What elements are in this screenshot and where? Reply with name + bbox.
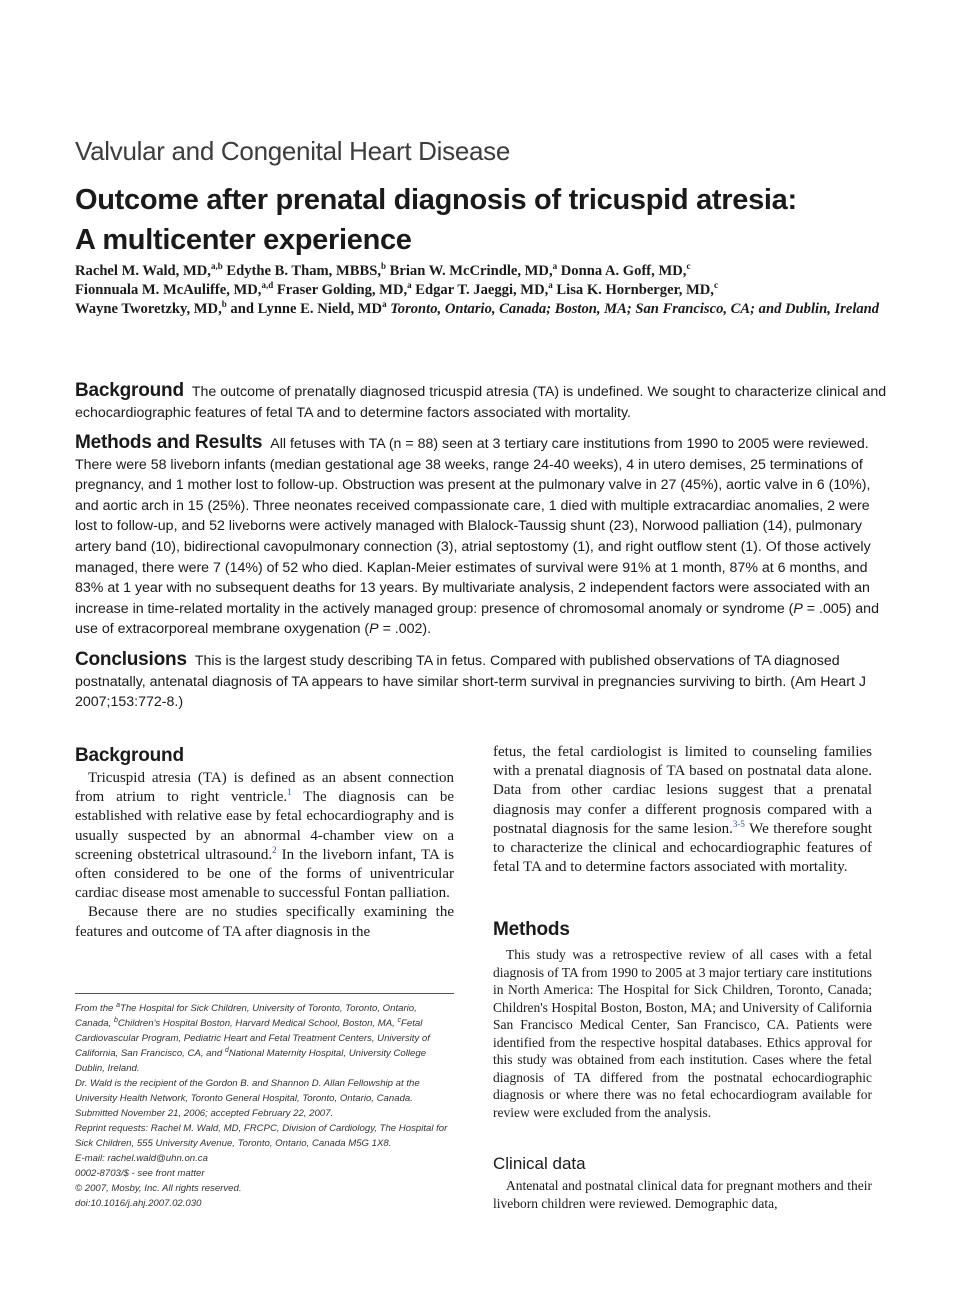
reference-link[interactable]: 2 — [272, 844, 277, 855]
author: Donna A. Goff, MD, — [557, 263, 687, 279]
title-line-2: A multicenter experience — [75, 224, 412, 256]
abstract-methods-results — [75, 433, 890, 640]
reference-link[interactable]: 1 — [287, 787, 292, 798]
abstract-methods-text: = .002). — [378, 621, 432, 638]
author-list — [75, 262, 905, 319]
author: Edgar T. Jaeggi, MD, — [411, 282, 549, 298]
paragraph: This study was a retrospective review of all cases with a fetal diagnosis of TA from 1990 to 2005 at 3 major tertiary care institutions in North America: The Hospital for Sick Children, Toronto, Canada; Children's Hospital Boston, Boston, MA; and University of California San Francisco Medical Center, San Francisco, CA. Patients were identified from the respective hospital databases. Ethics approval for this study was obtained from each institution. Cases where the fetal diagnosis of TA differed from the postnatal echocardiographic diagnosis or where there was no fetal echocardiogram available for review were excluded from the analysis. — [493, 947, 872, 1120]
p-value-label: P — [369, 621, 379, 638]
author: Fraser Golding, MD, — [273, 282, 408, 298]
author: Wayne Tworetzky, MD, — [75, 301, 222, 317]
abstract-methods-text: All fetuses with TA (n = 88) seen at 3 tertiary care institutions from 1990 to 2005 were reviewed. There were 58 liveborn infants (median gestational age 38 weeks, range 24-40 weeks), 4 in utero demises, 25 terminations of pregnancy, and 1 mother lost to follow-up. Obstruction was present at the pulmonary valve in 27 (45%), aortic valve in 6 (10%), and aortic arch in 15 (25%). Three neonates received compassionate care, 1 died with multiple extracardiac anomalies, 2 were lost to follow-up, and 52 liveborns were actively managed with Blalock-Taussig shunt (23), Norwood palliation (14), pulmonary artery band (10), bidirectional cavopulmonary connection (3), atrial septostomy (1), and right outflow stent (1). Of those actively managed, there were 7 (14%) of 52 who died. Kaplan-Meier estimates of survival were 91% at 1 month, 87% at 6 months, and 83% at 1 year with no subsequent deaths for 13 years. By multivariate analysis, 2 independent factors were associated with an increase in time-related mortality in the actively managed group: presence of chromosomal anomaly or syndrome ( — [75, 436, 871, 617]
abstract-conclusions-heading: Conclusions — [75, 649, 187, 670]
author: and Lynne E. Nield, MD — [226, 301, 383, 317]
author-affil-sup: b — [380, 261, 386, 272]
article-title — [75, 180, 905, 260]
author-affil-sup: c — [686, 261, 691, 272]
author-affil-sup: c — [713, 280, 718, 291]
background-continued — [493, 743, 872, 877]
abstract-conclusions-text: This is the largest study describing TA in fetus. Compared with published observations of TA diagnosed postnatally, antenatal diagnosis of TA appears to have similar short-term survival in pregnancies surviving to birth. (Am Heart J 2007;153:772-8.) — [75, 653, 866, 711]
title-line-1: Outcome after prenatal diagnosis of tricuspid atresia: — [75, 184, 797, 216]
author-affil-sup: b — [221, 299, 227, 310]
author-affil-sup: a,b — [210, 261, 223, 272]
background-body — [75, 769, 454, 942]
footnote-doi[interactable]: doi:10.1016/j.ahj.2007.02.030 — [75, 1198, 202, 1209]
footnote-email[interactable]: E-mail: rachel.wald@uhn.on.ca — [75, 1153, 208, 1164]
methods-heading: Methods — [493, 919, 570, 940]
author-affiliation: Toronto, Ontario, Canada; Boston, MA; San Francisco, CA; and Dublin, Ireland — [386, 301, 880, 317]
abstract-background-text: The outcome of prenatally diagnosed tricuspid atresia (TA) is undefined. We sought to characterize clinical and echocardiographic features of fetal TA and to determine factors associated with mortality. — [75, 384, 887, 421]
clinical-data-body — [493, 1177, 872, 1212]
abstract-conclusions — [75, 650, 890, 713]
footnote-divider — [75, 993, 454, 994]
author-affil-sup: a — [407, 280, 412, 291]
footnote-reprint: Reprint requests: Rachel M. Wald, MD, FRCPC, Division of Cardiology, The Hospital for Sick Children, 555 University Avenue, Toronto, Ontario, Canada M5G 1X8. — [75, 1123, 448, 1149]
abstract-background — [75, 381, 890, 423]
paragraph: Antenatal and postnatal clinical data for pregnant mothers and their liveborn children were reviewed. Demographic data, — [493, 1178, 872, 1211]
abstract-methods-text: = .005) and use of extracorporeal membrane oxygenation ( — [75, 600, 879, 638]
section-label: Valvular and Congenital Heart Disease — [75, 136, 511, 166]
author: Brian W. McCrindle, MD, — [386, 263, 553, 279]
footnote-submitted: Submitted November 21, 2006; accepted February 22, 2007. — [75, 1108, 334, 1119]
author-affil-sup: a — [548, 280, 553, 291]
author: Edythe B. Tham, MBBS, — [222, 263, 381, 279]
methods-body — [493, 946, 872, 1121]
author: Fionnuala M. McAuliffe, MD, — [75, 282, 262, 298]
background-heading: Background — [75, 745, 184, 766]
paragraph: fetus, the fetal cardiologist is limited to counseling families with a prenatal diagnosis of TA based on postnatal data alone. Data from other cardiac lesions suggest that a prenatal diagnosis may confer a different prognosis compared with a postnatal diagnosis for the same lesion.$^{3-5}$ We therefore sought to characterize the clinical and echocardiographic features of fetal TA and to determine factors associated with mortality. — [493, 744, 872, 876]
author-affil-sup: a — [382, 299, 387, 310]
clinical-data-heading: Clinical data — [493, 1154, 586, 1173]
abstract-methods-heading: Methods and Results — [75, 432, 263, 453]
footnote-affiliations: From the $^a$The Hospital for Sick Children, University of Toronto, Toronto, Ontario, Canada, $^b$Children's Hospital Boston, Harvard Medical School, Boston, MA, $^c$Fetal Cardiovascular Program, Pediatric Heart and Fetal Treatment Centers, University of California, San Francisco, CA, and $^d$National Maternity Hospital, University College Dublin, Ireland. — [75, 1001, 430, 1074]
author-affil-sup: a,d — [261, 280, 274, 291]
paragraph: Because there are no studies specifically examining the features and outcome of TA after diagnosis in the — [75, 904, 454, 940]
author: Rachel M. Wald, MD, — [75, 263, 211, 279]
reference-link[interactable]: 3-5 — [732, 818, 745, 829]
footnote-issn: 0002-8703/$ - see front matter — [75, 1168, 205, 1179]
author: Lisa K. Hornberger, MD, — [552, 282, 714, 298]
author-affil-sup: a — [552, 261, 558, 272]
footnotes — [75, 1001, 455, 1211]
paragraph: Tricuspid atresia (TA) is defined as an absent connection from atrium to right ventricle.$^1$ The diagnosis can be established with relative ease by fetal echocardiography and is usually suspected by an abnormal 4-chamber view on a screening obstetrical ultrasound.$^2$ In the liveborn infant, TA is often considered to be one of the forms of univentricular cardiac disease most amenable to successful Fontan palliation. — [75, 770, 455, 902]
footnote-fellowship: Dr. Wald is the recipient of the Gordon B. and Shannon D. Allan Fellowship at the University Health Network, Toronto General Hospital, Toronto, Ontario, Canada. — [75, 1078, 420, 1104]
abstract-background-heading: Background — [75, 380, 184, 401]
p-value-label: P — [793, 600, 803, 617]
footnote-copyright: © 2007, Mosby, Inc. All rights reserved. — [75, 1183, 242, 1194]
